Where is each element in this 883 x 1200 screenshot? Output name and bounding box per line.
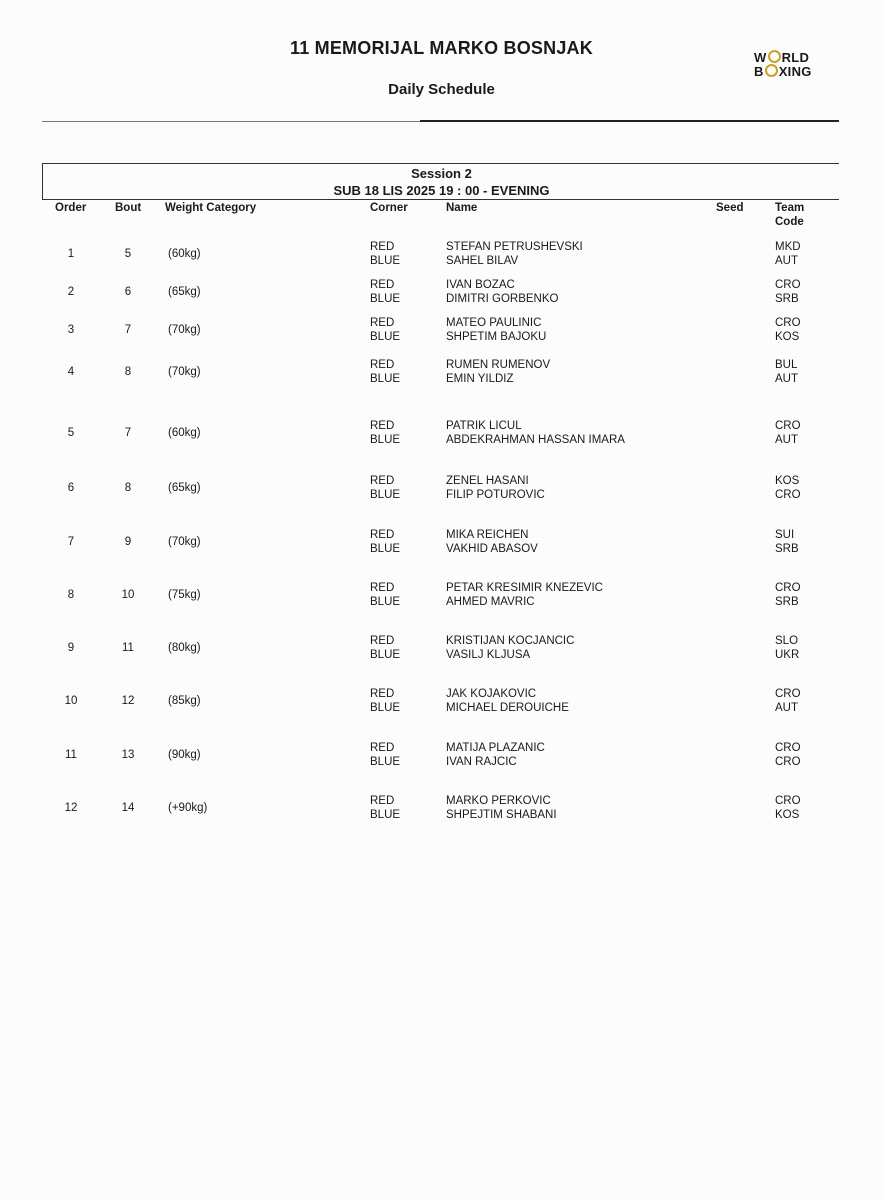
corner-blue: BLUE: [370, 434, 401, 446]
boxer-name-red: KRISTIJAN KOCJANCIC: [446, 635, 575, 647]
weight-category: (60kg): [168, 248, 201, 260]
corner-red: RED: [370, 279, 395, 291]
team-code-blue: KOS: [775, 331, 800, 343]
bout-number: 9: [124, 536, 132, 548]
team-code-blue: AUT: [775, 702, 798, 714]
boxer-name-blue: MICHAEL DEROUICHE: [446, 702, 569, 714]
team-code-red: CRO: [775, 795, 801, 807]
bout-order: 6: [67, 482, 75, 494]
team-code-blue: AUT: [775, 434, 798, 446]
bout-number: 5: [124, 248, 132, 260]
weight-category: (70kg): [168, 366, 201, 378]
col-header-weight: Weight Category: [165, 202, 257, 214]
logo-ring-icon: [768, 50, 781, 63]
boxer-name-blue: EMIN YILDIZ: [446, 373, 514, 385]
boxer-name-red: RUMEN RUMENOV: [446, 359, 551, 371]
team-code-blue: SRB: [775, 543, 799, 555]
bout-number: 8: [124, 366, 132, 378]
team-code-red: CRO: [775, 582, 801, 594]
corner-red: RED: [370, 795, 395, 807]
bout-number: 13: [121, 749, 135, 761]
corner-blue: BLUE: [370, 255, 401, 267]
team-code-blue: SRB: [775, 596, 799, 608]
boxer-name-red: IVAN BOZAC: [446, 279, 515, 291]
boxer-name-red: PETAR KRESIMIR KNEZEVIC: [446, 582, 603, 594]
corner-blue: BLUE: [370, 543, 401, 555]
col-header-bout: Bout: [115, 202, 142, 214]
boxer-name-red: ZENEL HASANI: [446, 475, 529, 487]
team-code-blue: CRO: [775, 489, 801, 501]
bout-number: 7: [124, 324, 132, 336]
bout-order: 2: [67, 286, 75, 298]
corner-red: RED: [370, 359, 395, 371]
boxer-name-blue: AHMED MAVRIC: [446, 596, 535, 608]
col-header-team-code: Team Code: [775, 202, 805, 228]
boxer-name-red: MIKA REICHEN: [446, 529, 529, 541]
bout-number: 6: [124, 286, 132, 298]
weight-category: (60kg): [168, 427, 201, 439]
col-header-seed: Seed: [716, 202, 744, 214]
team-code-red: KOS: [775, 475, 800, 487]
bout-order: 4: [67, 366, 75, 378]
corner-red: RED: [370, 529, 395, 541]
col-header-order: Order: [55, 202, 87, 214]
corner-red: RED: [370, 317, 395, 329]
corner-blue: BLUE: [370, 809, 401, 821]
team-code-blue: SRB: [775, 293, 799, 305]
team-code-red: CRO: [775, 688, 801, 700]
corner-red: RED: [370, 475, 395, 487]
weight-category: (75kg): [168, 589, 201, 601]
weight-category: (65kg): [168, 286, 201, 298]
bout-order: 9: [67, 642, 75, 654]
boxer-name-blue: FILIP POTUROVIC: [446, 489, 545, 501]
bout-order: 5: [67, 427, 75, 439]
corner-blue: BLUE: [370, 649, 401, 661]
boxer-name-blue: SAHEL BILAV: [446, 255, 519, 267]
corner-blue: BLUE: [370, 489, 401, 501]
team-code-red: MKD: [775, 241, 801, 253]
session-date: SUB 18 LIS 2025 19 : 00 - EVENING: [333, 183, 550, 198]
team-code-red: CRO: [775, 317, 801, 329]
bout-order: 10: [64, 695, 78, 707]
boxer-name-blue: SHPETIM BAJOKU: [446, 331, 547, 343]
bout-order: 8: [67, 589, 75, 601]
bout-number: 12: [121, 695, 135, 707]
bout-order: 3: [67, 324, 75, 336]
bout-order: 12: [64, 802, 78, 814]
corner-red: RED: [370, 582, 395, 594]
boxer-name-blue: VAKHID ABASOV: [446, 543, 538, 555]
bout-order: 11: [65, 749, 77, 761]
world-boxing-logo: W RLD B XING: [754, 50, 812, 79]
bout-number: 7: [124, 427, 132, 439]
logo-ring-icon: [765, 64, 778, 77]
corner-blue: BLUE: [370, 702, 401, 714]
weight-category: (90kg): [168, 749, 201, 761]
boxer-name-blue: DIMITRI GORBENKO: [446, 293, 559, 305]
team-code-red: CRO: [775, 420, 801, 432]
weight-category: (85kg): [168, 695, 201, 707]
boxer-name-red: JAK KOJAKOVIC: [446, 688, 537, 700]
col-header-corner: Corner: [370, 202, 408, 214]
boxer-name-red: PATRIK LICUL: [446, 420, 522, 432]
team-code-red: CRO: [775, 279, 801, 291]
weight-category: (70kg): [168, 536, 201, 548]
corner-red: RED: [370, 688, 395, 700]
corner-red: RED: [370, 420, 395, 432]
weight-category: (70kg): [168, 324, 201, 336]
team-code-red: BUL: [775, 359, 798, 371]
weight-category: (+90kg): [168, 802, 208, 814]
boxer-name-red: MATIJA PLAZANIC: [446, 742, 545, 754]
bout-order: 7: [67, 536, 75, 548]
corner-blue: BLUE: [370, 756, 401, 768]
bout-number: 11: [122, 642, 134, 654]
corner-red: RED: [370, 635, 395, 647]
col-header-name: Name: [446, 202, 478, 214]
bout-number: 8: [124, 482, 132, 494]
corner-blue: BLUE: [370, 331, 401, 343]
corner-blue: BLUE: [370, 373, 401, 385]
boxer-name-blue: VASILJ KLJUSA: [446, 649, 531, 661]
header-divider-accent: [420, 120, 839, 122]
boxer-name-red: MATEO PAULINIC: [446, 317, 542, 329]
team-code-blue: AUT: [775, 255, 798, 267]
team-code-red: SLO: [775, 635, 799, 647]
boxer-name-red: MARKO PERKOVIC: [446, 795, 551, 807]
corner-blue: BLUE: [370, 293, 401, 305]
boxer-name-red: STEFAN PETRUSHEVSKI: [446, 241, 583, 253]
team-code-blue: KOS: [775, 809, 800, 821]
boxer-name-blue: IVAN RAJCIC: [446, 756, 517, 768]
document-title: 11 MEMORIJAL MARKO BOSNJAK: [290, 38, 593, 58]
corner-red: RED: [370, 742, 395, 754]
team-code-red: CRO: [775, 742, 801, 754]
bout-order: 1: [67, 248, 75, 260]
boxer-name-blue: SHPEJTIM SHABANI: [446, 809, 557, 821]
weight-category: (65kg): [168, 482, 201, 494]
bout-number: 14: [121, 802, 135, 814]
boxer-name-blue: ABDEKRAHMAN HASSAN IMARA: [446, 434, 625, 446]
bout-number: 10: [121, 589, 135, 601]
team-code-red: SUI: [775, 529, 795, 541]
session-title: Session 2: [411, 166, 472, 181]
corner-blue: BLUE: [370, 596, 401, 608]
team-code-blue: UKR: [775, 649, 800, 661]
team-code-blue: AUT: [775, 373, 798, 385]
corner-red: RED: [370, 241, 395, 253]
document-subtitle: Daily Schedule: [388, 81, 495, 98]
team-code-blue: CRO: [775, 756, 801, 768]
weight-category: (80kg): [168, 642, 201, 654]
